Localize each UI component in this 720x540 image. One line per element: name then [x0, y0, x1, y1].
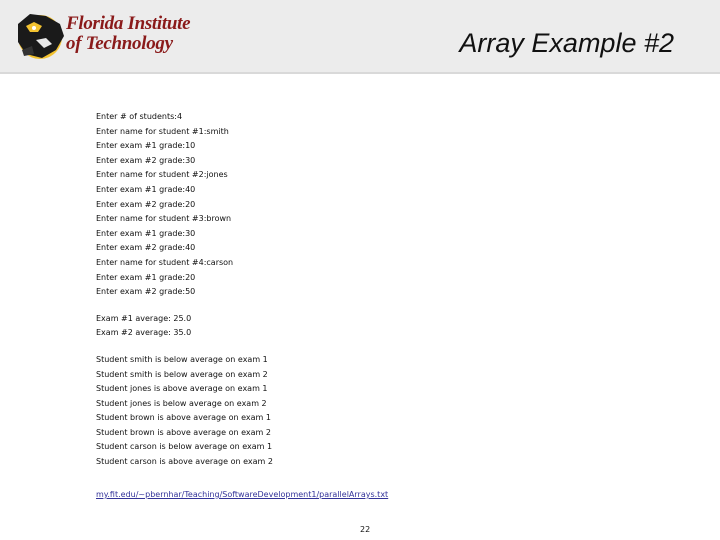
output-line: Enter exam #2 grade:20 — [96, 199, 196, 209]
output-line: Enter exam #1 grade:30 — [96, 228, 196, 238]
output-line: Enter name for student #1:smith — [96, 126, 229, 136]
slide-header — [0, 0, 720, 72]
slide-title: Array Example #2 — [459, 28, 674, 58]
average-line: Exam #1 average: 25.0 — [96, 313, 192, 323]
result-line: Student carson is below average on exam 1 — [96, 442, 273, 452]
blank-line — [96, 341, 273, 353]
output-line: Enter exam #2 grade:40 — [96, 243, 196, 253]
result-line: Student jones is above average on exam 1 — [96, 384, 268, 394]
output-line: Enter exam #1 grade:20 — [96, 272, 196, 282]
blank-line — [96, 300, 273, 312]
result-line: Student jones is below average on exam 2 — [96, 398, 267, 408]
output-line: Enter name for student #4:carson — [96, 257, 234, 267]
header-divider — [0, 72, 720, 74]
logo-wordmark — [66, 14, 190, 53]
source-file-link[interactable]: my.fit.edu/~pbernhar/Teaching/SoftwareDevelopment1/parallelArrays.txt — [96, 490, 389, 499]
console-output — [96, 110, 273, 470]
result-line: Student smith is below average on exam 1 — [96, 354, 268, 364]
page-number: 22 — [360, 525, 371, 534]
output-line: Enter exam #1 grade:40 — [96, 184, 196, 194]
logo-line-2: of Technology — [66, 33, 173, 54]
result-line: Student carson is above average on exam 2 — [96, 457, 273, 467]
output-line: Enter # of students:4 — [96, 112, 183, 121]
logo-line-1: Florida Institute — [66, 13, 191, 34]
output-line: Enter exam #2 grade:30 — [96, 155, 196, 165]
fit-logo — [12, 10, 191, 64]
output-line: Enter exam #1 grade:10 — [96, 141, 196, 151]
output-line: Enter name for student #2:jones — [96, 170, 228, 180]
panther-icon — [12, 10, 72, 64]
result-line: Student brown is above average on exam 2 — [96, 427, 271, 437]
result-line: Student brown is above average on exam 1 — [96, 413, 271, 423]
output-line: Enter name for student #3:brown — [96, 214, 232, 224]
result-line: Student smith is below average on exam 2 — [96, 369, 268, 379]
output-line: Enter exam #2 grade:50 — [96, 287, 196, 297]
average-line: Exam #2 average: 35.0 — [96, 328, 192, 338]
